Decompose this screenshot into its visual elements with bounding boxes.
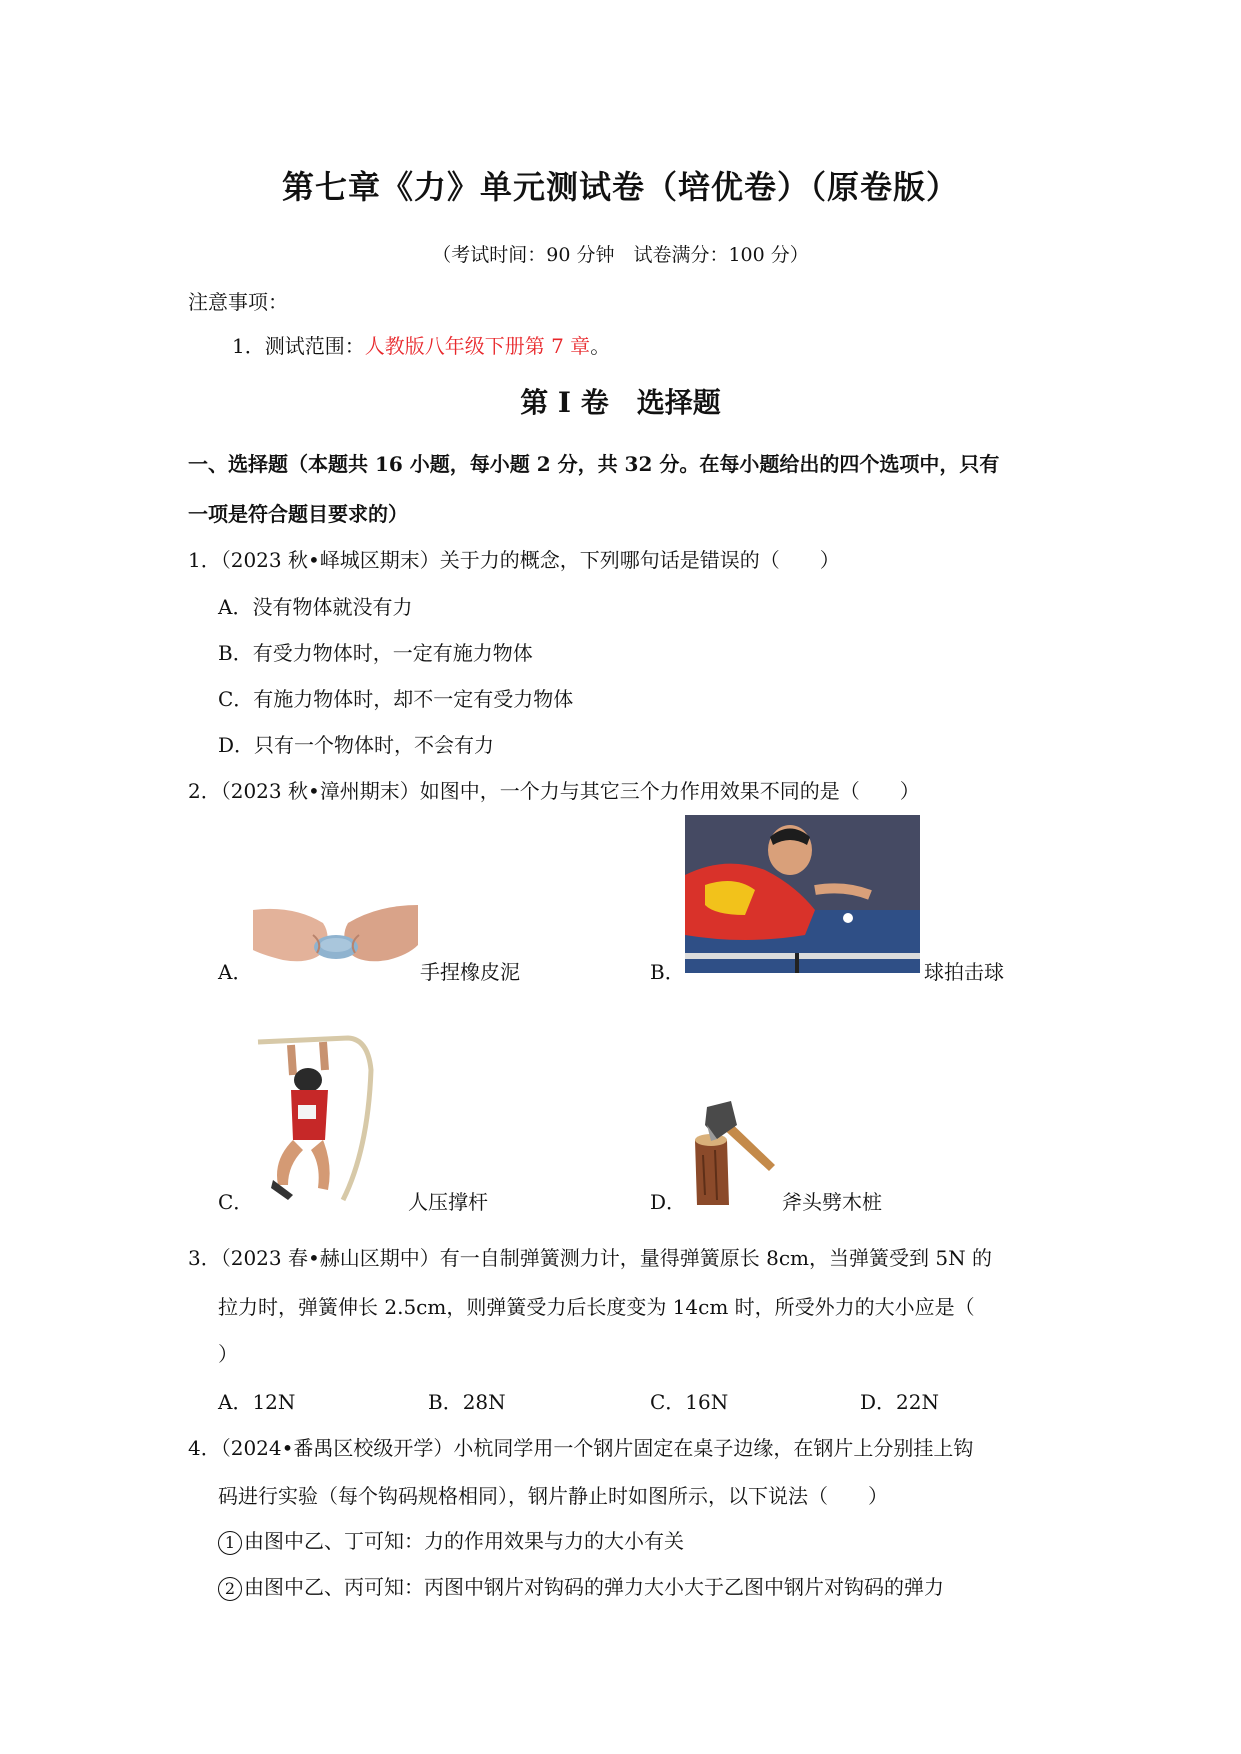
question-2-stem: 2．（2023 秋•漳州期末）如图中，一个力与其它三个力作用效果不同的是（ ） (188, 779, 920, 803)
exam-info: （考试时间：90 分钟 试卷满分：100 分） (432, 244, 809, 266)
question-2-option-a-caption: 手捏橡皮泥 (420, 960, 520, 984)
question-3-stem-line3: ） (218, 1342, 238, 1366)
question-3-option-b: B．28N (428, 1390, 506, 1414)
question-3-option-d: D．22N (860, 1390, 939, 1414)
part-heading-line2: 一项是符合题目要求的） (188, 502, 408, 526)
pole-vault-image (253, 1030, 408, 1205)
question-4-statement-2 (218, 1571, 944, 1601)
question-1-stem: 1．（2023 秋•峄城区期末）关于力的概念，下列哪句话是错误的（ ） (188, 548, 840, 572)
page-title: 第七章《力》单元测试卷（培优卷）（原卷版） (281, 168, 959, 206)
statement-marker: 1 (218, 1531, 242, 1555)
question-2-option-a-letter: A． (218, 960, 253, 984)
statement-text: 由图中乙、丁可知：力的作用效果与力的大小有关 (244, 1529, 684, 1553)
question-2-option-d-letter: D． (650, 1190, 687, 1214)
note-number: 1． (232, 334, 265, 358)
statement-text: 由图中乙、丙可知：丙图中钢片对钩码的弹力大小大于乙图中钢片对钩码的弹力 (244, 1575, 944, 1599)
question-1-option-c: C．有施力物体时，却不一定有受力物体 (218, 687, 574, 711)
question-2-option-b-letter: B． (650, 960, 685, 984)
note-scope: 人教版八年级下册第 7 章 (364, 334, 591, 358)
section-title: 第 I 卷 选择题 (520, 386, 721, 419)
note-label: 测试范围： (264, 334, 365, 358)
question-2-option-d-caption: 斧头劈木桩 (782, 1190, 882, 1214)
question-4-stem-line2: 码进行实验（每个钩码规格相同），钢片静止时如图所示，以下说法（ ） (218, 1484, 888, 1508)
question-1-option-a: A．没有物体就没有力 (218, 595, 413, 619)
question-1-option-d: D．只有一个物体时，不会有力 (218, 733, 495, 757)
question-3-stem-line2: 拉力时，弹簧伸长 2.5cm，则弹簧受力后长度变为 14cm 时，所受外力的大小应是（ (218, 1295, 975, 1319)
question-3-option-c: C．16N (650, 1390, 729, 1414)
axe-log-image (685, 1095, 780, 1205)
question-4-statement-1 (218, 1525, 684, 1555)
statement-marker: 2 (218, 1577, 242, 1601)
question-2-option-c-letter: C． (218, 1190, 254, 1214)
question-3-stem-line1: 3．（2023 春•赫山区期中）有一自制弹簧测力计，量得弹簧原长 8cm，当弹簧受到 5N 的 (188, 1246, 992, 1270)
question-1-option-b: B．有受力物体时，一定有施力物体 (218, 641, 533, 665)
note-item (232, 330, 610, 359)
question-4-stem-line1: 4．（2024•番禺区校级开学）小杭同学用一个钢片固定在桌子边缘，在钢片上分别挂上钩 (188, 1436, 974, 1460)
table-tennis-image (685, 815, 920, 973)
note-tail: 。 (590, 334, 611, 358)
question-2-option-b-caption: 球拍击球 (924, 960, 1004, 984)
question-3-option-a: A．12N (218, 1390, 296, 1414)
question-2-option-c-caption: 人压撑杆 (408, 1190, 488, 1214)
part-heading-line1: 一、选择题（本题共 16 小题，每小题 2 分，共 32 分。在每小题给出的四个选项中，只有 (188, 452, 1000, 476)
notes-heading: 注意事项： (188, 290, 288, 314)
hands-clay-image (253, 905, 418, 970)
